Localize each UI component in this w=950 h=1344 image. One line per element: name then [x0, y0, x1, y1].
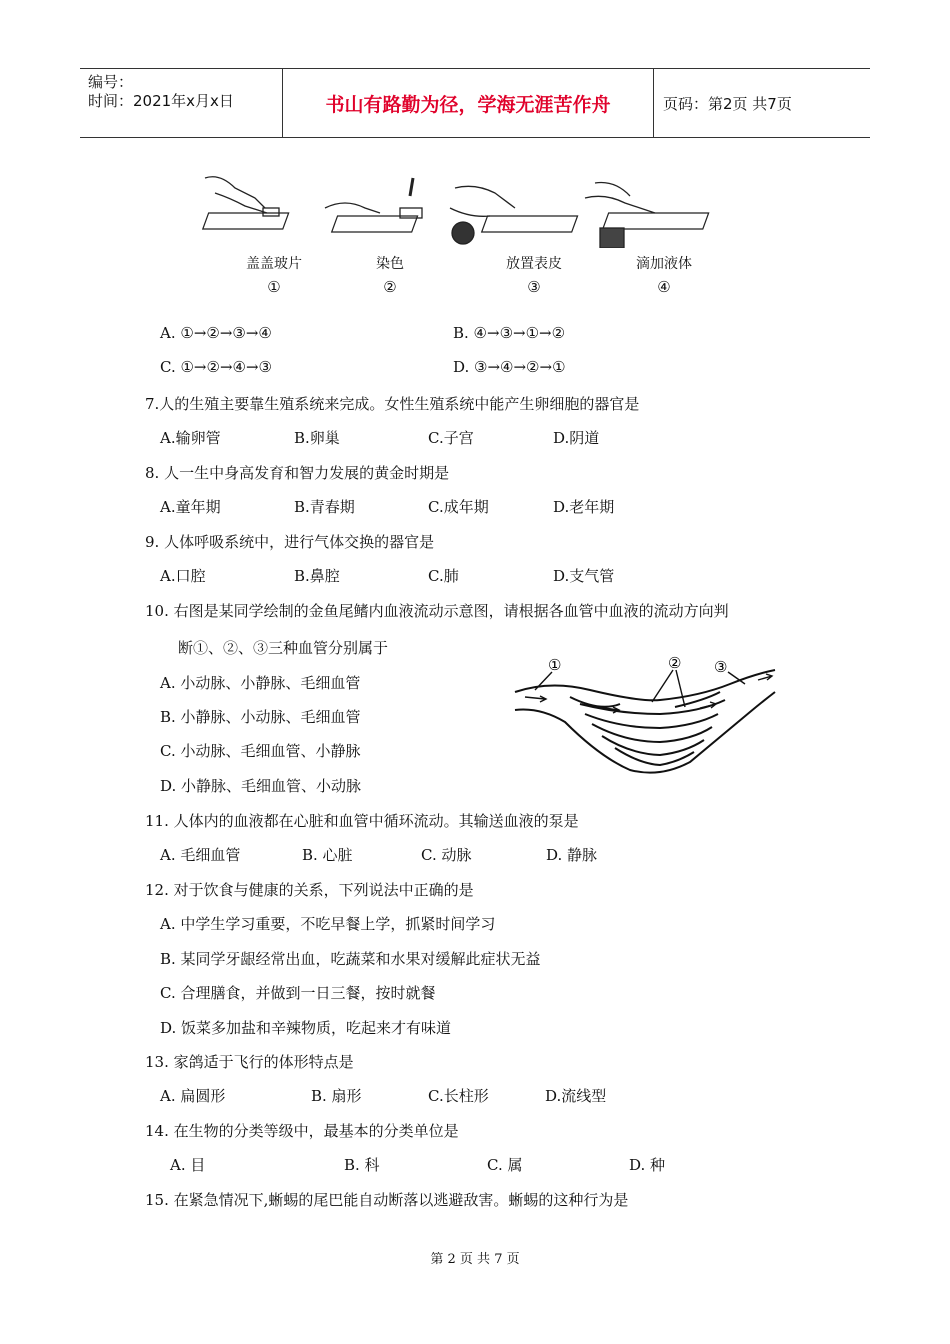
label2-pointer-a — [652, 670, 673, 702]
page-footer: 第 2 页 共 7 页 — [430, 1252, 520, 1267]
q9-option-c: C.肺 — [428, 567, 459, 585]
q14-option-b: B. 科 — [344, 1156, 380, 1174]
q6-option-a: A. ①→②→③→④ — [160, 324, 272, 342]
fig-label-3: ③ — [714, 658, 728, 676]
step1-label: 盖盖玻片 — [246, 256, 302, 272]
q10-option-b: B. 小静脉、小动脉、毛细血管 — [160, 708, 361, 726]
step4-label: 滴加液体 — [636, 256, 692, 272]
q7-stem: 7.人的生殖主要靠生殖系统来完成。女性生殖系统中能产生卵细胞的器官是 — [145, 395, 640, 413]
label1-pointer — [535, 672, 552, 690]
label2-pointer-b — [676, 670, 685, 707]
q13-option-b: B. 扇形 — [311, 1087, 362, 1105]
q13-option-a: A. 扁圆形 — [160, 1087, 226, 1105]
q9-stem: 9. 人体呼吸系统中，进行气体交换的器官是 — [145, 533, 435, 551]
step2-illustration — [325, 178, 422, 232]
q11-option-c: C. 动脉 — [421, 846, 472, 864]
q8-option-c: C.成年期 — [428, 498, 489, 516]
q12-option-a: A. 中学生学习重要，不吃早餐上学，抓紧时间学习 — [160, 915, 496, 933]
header-meta-cell — [80, 69, 283, 137]
q7-option-a: A.输卵管 — [160, 429, 221, 447]
q14-option-d: D. 种 — [629, 1156, 666, 1174]
q6-option-b: B. ④→③→①→② — [453, 324, 566, 342]
q11-option-d: D. 静脉 — [546, 846, 598, 864]
header-number: 编号： — [88, 73, 134, 91]
q14-option-c: C. 属 — [487, 1156, 523, 1174]
step1-illustration — [203, 177, 289, 229]
vessel-left-bottom — [515, 692, 775, 773]
fig-label-1: ① — [548, 656, 562, 674]
step2-number: ② — [383, 278, 397, 296]
q7-option-b: B.卵巢 — [294, 429, 340, 447]
q10-option-d: D. 小静脉、毛细血管、小动脉 — [160, 777, 362, 795]
q10-stem-line2: 断①、②、③三种血管分别属于 — [178, 639, 389, 657]
q15-stem: 15. 在紧急情况下,蜥蜴的尾巴能自动断落以逃避敌害。蜥蜴的这种行为是 — [145, 1191, 629, 1209]
q13-stem: 13. 家鸽适于飞行的体形特点是 — [145, 1053, 354, 1071]
step3-label: 放置表皮 — [506, 256, 562, 272]
q12-option-b: B. 某同学牙龈经常出血，吃蔬菜和水果对缓解此症状无益 — [160, 950, 541, 968]
q6-option-d: D. ③→④→②→① — [453, 358, 566, 376]
slide-steps-figure — [195, 168, 735, 248]
vessel-left-top — [515, 670, 775, 700]
step4-illustration — [585, 183, 709, 248]
q6-option-c: C. ①→②→④→③ — [160, 358, 272, 376]
q13-option-d: D.流线型 — [545, 1087, 607, 1105]
q11-stem: 11. 人体内的血液都在心脏和血管中循环流动。其输送血液的泵是 — [145, 812, 579, 830]
step2-label: 染色 — [376, 256, 404, 272]
q13-option-c: C.长柱形 — [428, 1087, 489, 1105]
step3-illustration — [450, 186, 578, 244]
q10-stem-line1: 10. 右图是某同学绘制的金鱼尾鳍内血液流动示意图，请根据各血管中血液的流动方向判 — [145, 602, 729, 620]
q14-stem: 14. 在生物的分类等级中，最基本的分类单位是 — [145, 1122, 459, 1140]
q8-stem: 8. 人一生中身高发育和智力发展的黄金时期是 — [145, 464, 450, 482]
q9-option-d: D.支气管 — [553, 567, 615, 585]
header-motto: 书山有路勤为径，学海无涯苦作舟 — [283, 69, 654, 137]
q14-option-a: A. 目 — [170, 1156, 206, 1174]
q11-option-a: A. 毛细血管 — [160, 846, 241, 864]
q8-option-a: A.童年期 — [160, 498, 221, 516]
q12-stem: 12. 对于饮食与健康的关系，下列说法中正确的是 — [145, 881, 474, 899]
header-page: 页码：第2页 共7页 — [663, 94, 792, 113]
q12-option-c: C. 合理膳食，并做到一日三餐，按时就餐 — [160, 984, 436, 1002]
blood-flow-figure — [510, 652, 780, 780]
q9-option-b: B.鼻腔 — [294, 567, 340, 585]
q11-option-b: B. 心脏 — [302, 846, 353, 864]
q12-option-d: D. 饭菜多加盐和辛辣物质，吃起来才有味道 — [160, 1019, 452, 1037]
step3-number: ③ — [527, 278, 541, 296]
q7-option-d: D.阴道 — [553, 429, 600, 447]
q10-option-a: A. 小动脉、小静脉、毛细血管 — [160, 674, 361, 692]
step4-number: ④ — [657, 278, 671, 296]
page-header — [80, 68, 870, 138]
q9-option-a: A.口腔 — [160, 567, 206, 585]
q8-option-d: D.老年期 — [553, 498, 615, 516]
q10-option-c: C. 小动脉、毛细血管、小静脉 — [160, 742, 361, 760]
q7-option-c: C.子宫 — [428, 429, 474, 447]
header-time: 时间：2021年x月x日 — [88, 92, 234, 110]
q8-option-b: B.青春期 — [294, 498, 355, 516]
fig-label-2: ② — [668, 654, 682, 672]
step1-number: ① — [267, 278, 281, 296]
